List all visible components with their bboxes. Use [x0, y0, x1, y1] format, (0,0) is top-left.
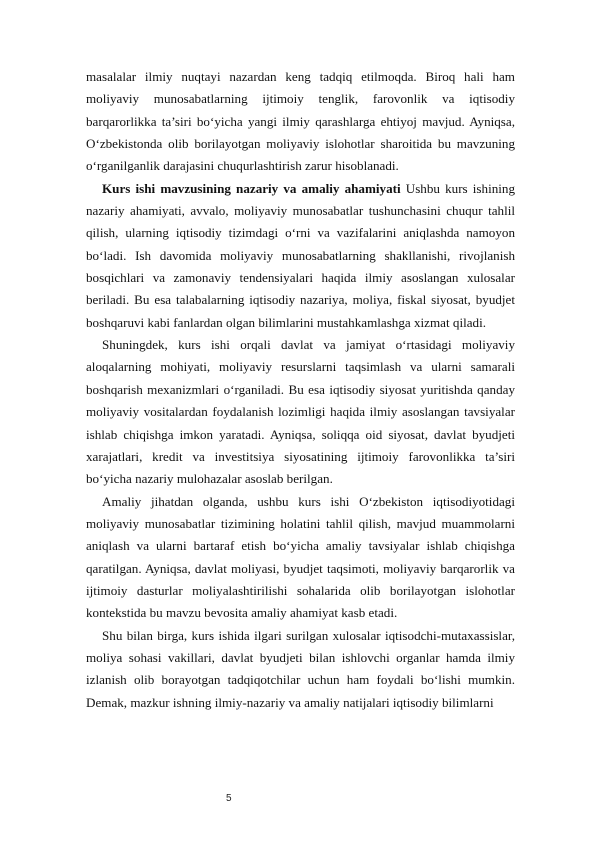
paragraph-1-text: masalalar ilmiy nuqtayi nazardan keng tadqiq etilmoqda. Biroq hali ham moliyaviy munosabatlarning ijtimoiy tenglik, farovonlik va iqtisodiy barqarorlikka ta’siri bo‘yicha yangi ilmiy qarashlarga ehtiyoj mavjud. Ayniqsa, O‘zbekistonda olib borilayotgan moliyaviy islohotlar sharoitida bu mavzuning o‘rganilganlik darajasini chuqurlashtirish zarur hisoblanadi. — [86, 69, 515, 174]
paragraph-1 — [86, 66, 515, 178]
section-heading: Kurs ishi mavzusining nazariy va amaliy ahamiyati — [102, 180, 401, 196]
paragraph-5 — [86, 625, 515, 714]
paragraph-5-text: Shu bilan birga, kurs ishida ilgari surilgan xulosalar iqtisodchi-mutaxassislar, moliya sohasi vakillari, davlat byudjeti bilan ishlovchi organlar hamda ilmiy izlanish olib borayotgan tadqiqotchilar uchun ham foydali bo‘lishi mumkin. Demak, mazkur ishning ilmiy-nazariy va amaliy natijalari iqtisodiy bilimlarni — [86, 627, 515, 710]
paragraph-4 — [86, 491, 515, 625]
paragraph-3-text: Shuningdek, kurs ishi orqali davlat va jamiyat o‘rtasidagi moliyaviy aloqalarning mohiyati, moliyaviy resurslarni taqsimlash va ularni samarali boshqarish mexanizmlari o‘rganiladi. Bu esa iqtisodiy siyosat yuritishda qanday moliyaviy vositalardan foydalanish lozimligi haqida ilmiy asoslangan tavsiyalar ishlab chiqishga imkon yaratadi. Ayniqsa, soliqqa oid siyosat, davlat byudjeti xarajatlari, kredit va investitsiya siyosatining ijtimoiy farovonlikka ta’siri bo‘yicha nazariy mulohazalar asoslab berilgan. — [86, 337, 515, 487]
paragraph-3 — [86, 334, 515, 490]
page-number: 5 — [226, 793, 232, 804]
paragraph-2 — [86, 178, 515, 334]
document-page — [86, 66, 515, 714]
paragraph-2-text: Ushbu kurs ishining nazariy ahamiyati, avvalo, moliyaviy munosabatlar tushunchasini chuqur tahlil qilish, ularning iqtisodiy tizimdagi o‘rni va vazifalarini aniqlashda namoyon bo‘ladi. Ish davomida moliyaviy munosabatlarning shakllanishi, rivojlanish bosqichlari va zamonaviy tendensiyalari haqida ilmiy asoslangan xulosalar beriladi. Bu esa talabalarning iqtisodiy nazariya, moliya, fiskal siyosat, byudjet boshqaruvi kabi fanlardan olgan bilimlarini mustahkamlashga xizmat qiladi. — [86, 180, 515, 330]
paragraph-4-text: Amaliy jihatdan olganda, ushbu kurs ishi O‘zbekiston iqtisodiyotidagi moliyaviy munosabatlar tizimining holatini tahlil qilish, mavjud muammolarni aniqlash va ularni bartaraf etish bo‘yicha amaliy tavsiyalar ishlab chiqishga qaratilgan. Ayniqsa, davlat moliyasi, byudjet taqsimoti, moliyaviy barqarorlik va ijtimoiy dasturlar moliyalashtirilishi sohalarida olib borilayotgan islohotlar kontekstida bu mavzu bevosita amaliy ahamiyat kasb etadi. — [86, 493, 515, 621]
